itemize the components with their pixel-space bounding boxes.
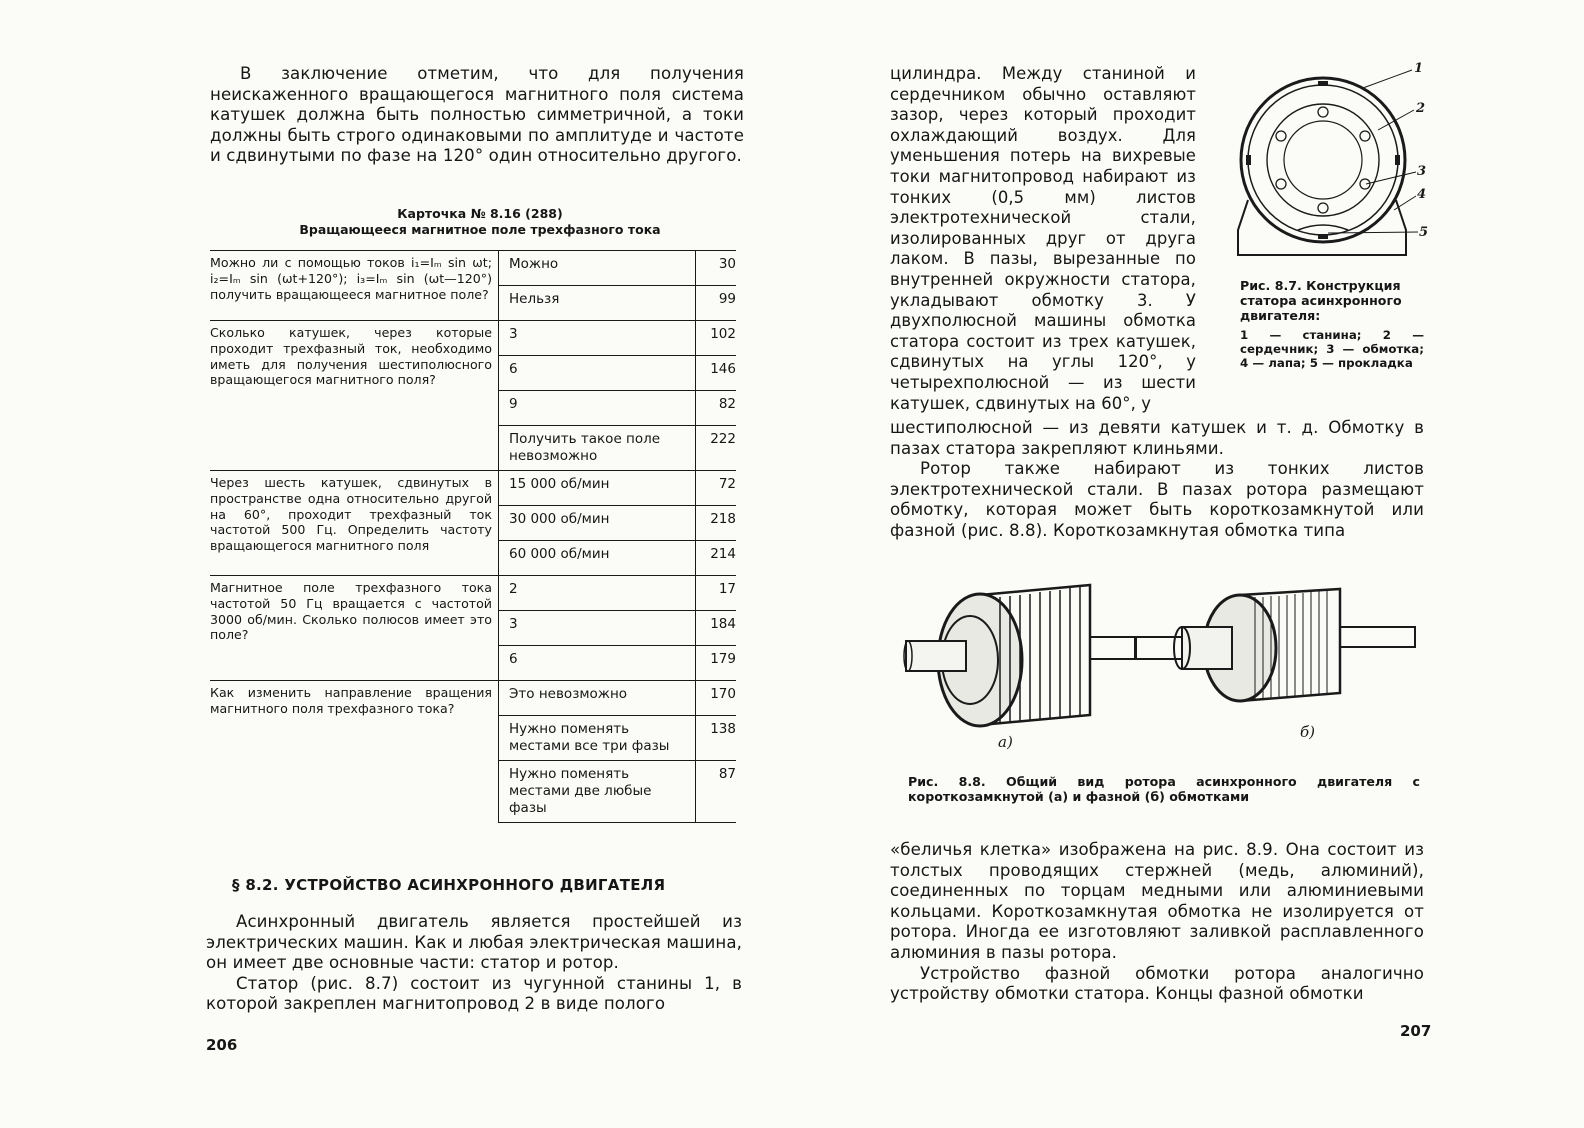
right-para-rotor: Ротор также набирают из тонких листов электротехнической стали. В пазах ротора размещают обмотку, которая может быть короткозамкнутой или фазной (рис. 8.8). Короткозамкнутая обмотка типа	[890, 459, 1424, 540]
fig-8-7-caption: Рис. 8.7. Конструкция статора асинхронного двигателя:	[1240, 278, 1402, 323]
card-answer: 30 000 об/мин	[499, 506, 696, 541]
label-2: 2	[1416, 101, 1426, 116]
rotor-labels	[998, 723, 1315, 751]
card-answer: 3	[499, 611, 696, 646]
right-para-top: цилиндра. Между станиной и сердечником обычно оставляют зазор, через который проходит охлаждающий воздух. Для уменьшения потерь на вихревые токи магнитопровод набирают из тонких (0,5 мм) листов электротехнической стали, изолированных друг от друга лаком. В пазы, вырезанные по внутренней окружности статора, укладывают обмотку 3. У двухполюсной машины обмотка статора состоит из трех катушек, сдвинутых на углы 120°, у четырехполюсной — из шести катушек, сдвинутых на 60°, у	[890, 64, 1196, 413]
card-question: Можно ли с помощью токов i₁=Iₘ sin ωt; i₂=Iₘ sin (ωt+120°); i₃=Iₘ sin (ωt—120°) получить вращающееся магнитное поле?	[210, 251, 499, 321]
card-subtitle: Вращающееся магнитное поле трехфазного тока	[299, 222, 661, 237]
card-answer-code: 99	[696, 286, 737, 321]
card-answer: Это невозможно	[499, 681, 696, 716]
fig-8-8-caption: Рис. 8.8. Общий вид ротора асинхронного двигателя с короткозамкнутой (а) и фазной (б) обмотками	[908, 774, 1420, 804]
card-answer-code: 214	[696, 541, 737, 576]
card-answer-code: 138	[696, 716, 737, 761]
card-answer: Нельзя	[499, 286, 696, 321]
card-answer: 6	[499, 646, 696, 681]
card-answer-code: 184	[696, 611, 737, 646]
left-intro	[210, 64, 744, 167]
rotor-label-a: а)	[998, 733, 1013, 751]
card-question: Магнитное поле трехфазного тока частотой 50 Гц вращается с частотой 3000 об/мин. Сколько полюсов имеет это поле?	[210, 576, 499, 681]
card-table	[210, 250, 736, 823]
card-answer: Нужно поменять местами две любые фазы	[499, 761, 696, 823]
card-answer-code: 222	[696, 426, 737, 471]
card-answer: 15 000 об/мин	[499, 471, 696, 506]
right-para-top-cont: шестиполюсной — из девяти катушек и т. д. Обмотку в пазах статора закрепляют клиньями.	[890, 418, 1424, 458]
section-title: § 8.2. УСТРОЙСТВО АСИНХРОННОГО ДВИГАТЕЛЯ	[232, 876, 666, 894]
card-question: Сколько катушек, через которые проходит трехфазный ток, необходимо иметь для получения шестиполюсного вращающегося магнитного поля?	[210, 321, 499, 471]
label-5: 5	[1419, 225, 1428, 240]
right-para-bottom-2: Устройство фазной обмотки ротора аналогично устройству обмотки статора. Концы фазной обмотки	[890, 963, 1424, 1004]
card-answer: 6	[499, 356, 696, 391]
card-row	[210, 251, 736, 286]
card-answer: 3	[499, 321, 696, 356]
right-mid-text	[890, 418, 1424, 542]
card-table-wrap	[210, 250, 750, 823]
card-answer-code: 179	[696, 646, 737, 681]
right-bottom-text	[890, 840, 1424, 1005]
label-3: 3	[1417, 164, 1427, 179]
card-row	[210, 321, 736, 356]
card-answer: Получить такое поле невозможно	[499, 426, 696, 471]
fig-8-7-stator-drawing	[1228, 60, 1428, 260]
card-question: Через шесть катушек, сдвинутых в пространстве одна относительно другой на 60°, проходит трехфазный ток частотой 500 Гц. Определить частоту вращающегося магнитного поля	[210, 471, 499, 576]
label-4: 4	[1417, 187, 1427, 202]
card-row	[210, 576, 736, 611]
page-number-left: 206	[206, 1036, 238, 1054]
card-question: Как изменить направление вращения магнитного поля трехфазного тока?	[210, 681, 499, 823]
card-row	[210, 681, 736, 716]
card-row	[210, 471, 736, 506]
label-1: 1	[1414, 61, 1424, 76]
card-answer-code: 30	[696, 251, 737, 286]
card-answer-code: 17	[696, 576, 737, 611]
card-answer-code: 82	[696, 391, 737, 426]
stator-body	[1238, 78, 1406, 255]
card-answer-code: 72	[696, 471, 737, 506]
stator-labels	[1414, 61, 1428, 240]
card-answer-code: 218	[696, 506, 737, 541]
rotor-a	[904, 585, 1135, 726]
card-answer-code: 146	[696, 356, 737, 391]
intro-paragraph: В заключение отметим, что для получения неискаженного вращающегося магнитного поля система катушек должна быть полностью симметричной, а токи должны быть строго одинаковыми по амплитуде и частоте и сдвинутыми по фазе на 120° один относительно другого.	[210, 64, 744, 166]
card-answer-code: 170	[696, 681, 737, 716]
left-body	[206, 912, 742, 1015]
card-answer-code: 102	[696, 321, 737, 356]
rotor-label-b: б)	[1300, 723, 1316, 741]
card-answer: 9	[499, 391, 696, 426]
card-answer: 60 000 об/мин	[499, 541, 696, 576]
right-top-text	[890, 64, 1196, 414]
card-answer: Можно	[499, 251, 696, 286]
fig-8-7-legend: 1 — станина; 2 — сердечник; 3 — обмотка; 4 — лапа; 5 — прокладка	[1240, 328, 1424, 370]
card-answer: 2	[499, 576, 696, 611]
card-header	[210, 206, 750, 238]
fig-8-8-rotor-drawing	[900, 575, 1422, 760]
left-para-2: Статор (рис. 8.7) состоит из чугунной станины 1, в которой закреплен магнитопровод 2 в виде полого	[206, 973, 742, 1014]
card-answer: Нужно поменять местами все три фазы	[499, 716, 696, 761]
rotor-b	[1136, 589, 1415, 701]
right-para-bottom-1: «беличья клетка» изображена на рис. 8.9. Она состоит из толстых проводящих стержней (медь, алюминий), соединенных по торцам медными или алюминиевыми кольцами. Короткозамкнутая обмотка не изолируется от ротора. Иногда ее изготовляют заливкой расплавленного алюминия в пазы ротора.	[890, 840, 1424, 962]
left-para-1: Асинхронный двигатель является простейшей из электрических машин. Как и любая электрическая машина, он имеет две основные части: статор и ротор.	[206, 912, 742, 973]
card-title: Карточка № 8.16 (288)	[397, 206, 563, 221]
card-answer-code: 87	[696, 761, 737, 823]
page-number-right: 207	[1400, 1022, 1432, 1040]
